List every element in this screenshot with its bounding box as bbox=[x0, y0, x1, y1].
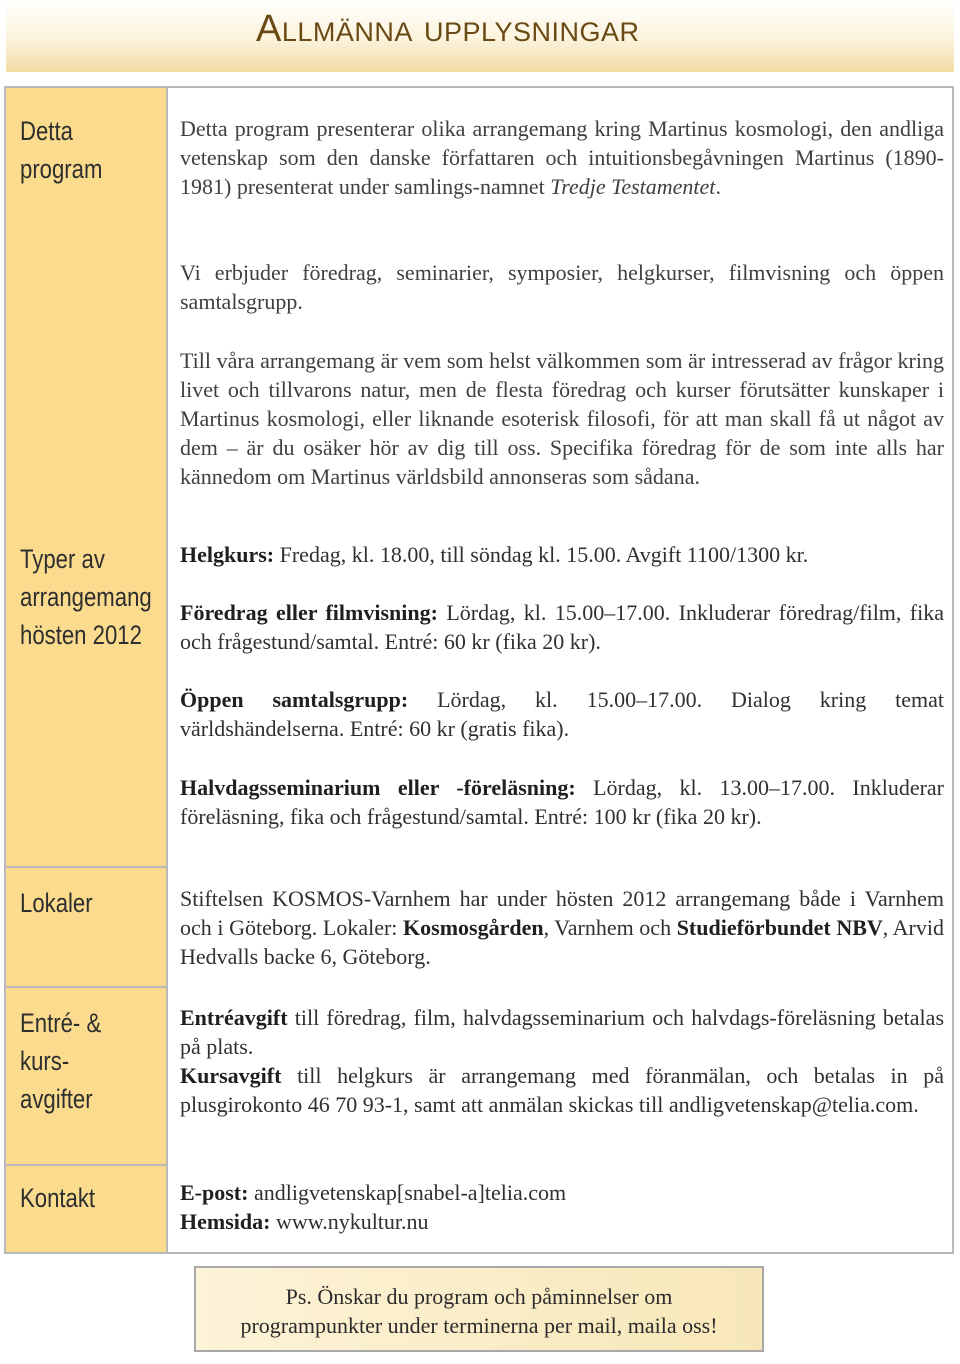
divider bbox=[6, 986, 166, 988]
ps-note-line2: programpunkter under terminerna per mail, maila oss! bbox=[240, 1313, 718, 1338]
label-types-line2: arrangemang bbox=[20, 582, 152, 612]
ps-note-box bbox=[194, 1266, 764, 1352]
label-types bbox=[20, 540, 155, 654]
venue-kosmosgarden: Kosmosgården bbox=[403, 915, 544, 940]
ps-note-line1: Ps. Önskar du program och påminnelser om bbox=[285, 1284, 673, 1309]
program-italic-title: Tredje Testamentet bbox=[550, 174, 716, 199]
type-item-title: Helgkurs: bbox=[180, 542, 275, 567]
type-item-title: Föredrag eller filmvisning: bbox=[180, 600, 438, 625]
fees-paragraph: Entréavgift till föredrag, film, halvdagsseminarium och halvdags-föreläsning betalas på plats. Kursavgift till helgkurs är arrangemang med föranmälan, och betalas in på plusgirokonto 46 70 93-1, samt att anmälan skickas till andligvetenskap@telia.com. bbox=[180, 1005, 944, 1117]
type-item-title: Halvdagsseminarium eller -föreläsning: bbox=[180, 775, 576, 800]
course-fee-label: Kursavgift bbox=[180, 1063, 282, 1088]
label-fees-line2: avgifter bbox=[20, 1084, 93, 1114]
type-item-foredrag: Föredrag eller filmvisning: Lördag, kl. 15.00–17.00. Inkluderar föredrag/film, fika och frågestund/samtal. Entré: 60 kr (fika 20 kr). bbox=[180, 600, 945, 654]
label-fees bbox=[20, 1004, 155, 1118]
entry-fee-label: Entréavgift bbox=[180, 1005, 288, 1030]
program-paragraph-1: Detta program presenterar olika arrangemang kring Martinus kosmologi, den andliga vetenskap som den danske författaren och intuitionsbegåvningen Martinus (1890-1981) presenterat under samlings-namnet Tredje Testamentet. bbox=[180, 116, 944, 199]
label-fees-line1: Entré- & kurs- bbox=[20, 1008, 102, 1076]
info-table bbox=[4, 86, 954, 1254]
contact-paragraph bbox=[180, 1178, 944, 1236]
program-paragraph-2: Vi erbjuder föredrag, seminarier, symposier, helgkurser, filmvisning och öppen samtalsgrupp. bbox=[180, 260, 944, 314]
type-item-helgkurs: Helgkurs: Fredag, kl. 18.00, till söndag kl. 15.00. Avgift 1100/1300 kr. bbox=[180, 542, 809, 567]
website-label: Hemsida: bbox=[180, 1209, 271, 1234]
label-program-line1: Detta bbox=[20, 116, 73, 146]
type-item-samtalsgrupp: Öppen samtalsgrupp: Lördag, kl. 15.00–17.00. Dialog kring temat världshändelserna. Entré: 60 kr (gratis fika). bbox=[180, 687, 944, 741]
venues-paragraph: Stiftelsen KOSMOS-Varnhem har under hösten 2012 arrangemang både i Varnhem och i Göteborg. Lokaler: Kosmosgården, Varnhem och Studieförbundet NBV, Arvid Hedvalls backe 6, Göteborg. bbox=[180, 886, 944, 969]
label-program bbox=[20, 112, 155, 188]
website-link[interactable]: www.nykultur.nu bbox=[270, 1209, 429, 1234]
email-label: E-post: bbox=[180, 1180, 249, 1205]
program-paragraph-3: Till våra arrangemang är vem som helst välkommen som är intresserad av frågor kring livet och tillvarons natur, men de flesta föredrag och kurser förutsätter kunskaper i Martinus kosmologi, eller liknande esoterisk filosofi, för att man skall få ut något av dem – är du osäker hör av dig till oss. Specifika föredrag för de som inte alls har kännedom om Martinus världsbild annonseras som sådana. bbox=[180, 348, 944, 489]
ps-note-text bbox=[196, 1282, 762, 1340]
divider bbox=[6, 1164, 166, 1166]
label-program-line2: program bbox=[20, 154, 103, 184]
sidebar bbox=[6, 88, 168, 1252]
label-venues bbox=[20, 884, 155, 922]
venue-nbv: Studieförbundet NBV bbox=[676, 915, 883, 940]
label-types-line3: hösten 2012 bbox=[20, 620, 142, 650]
label-contact bbox=[20, 1179, 155, 1217]
label-venues-text: Lokaler bbox=[20, 888, 93, 918]
label-contact-text: Kontakt bbox=[20, 1183, 96, 1213]
label-types-line1: Typer av bbox=[20, 544, 105, 574]
email-value[interactable]: andligvetenskap[snabel-a]telia.com bbox=[248, 1180, 567, 1205]
type-item-title: Öppen samtalsgrupp: bbox=[180, 687, 409, 712]
divider bbox=[6, 866, 166, 868]
page-title: Allmänna upplysningar bbox=[256, 8, 640, 50]
type-item-halvdagsseminarium: Halvdagsseminarium eller -föreläsning: Lördag, kl. 13.00–17.00. Inkluderar föreläsning, fika och frågestund/samtal. Entré: 100 kr (fika 20 kr). bbox=[180, 775, 945, 829]
header-band bbox=[6, 0, 954, 72]
